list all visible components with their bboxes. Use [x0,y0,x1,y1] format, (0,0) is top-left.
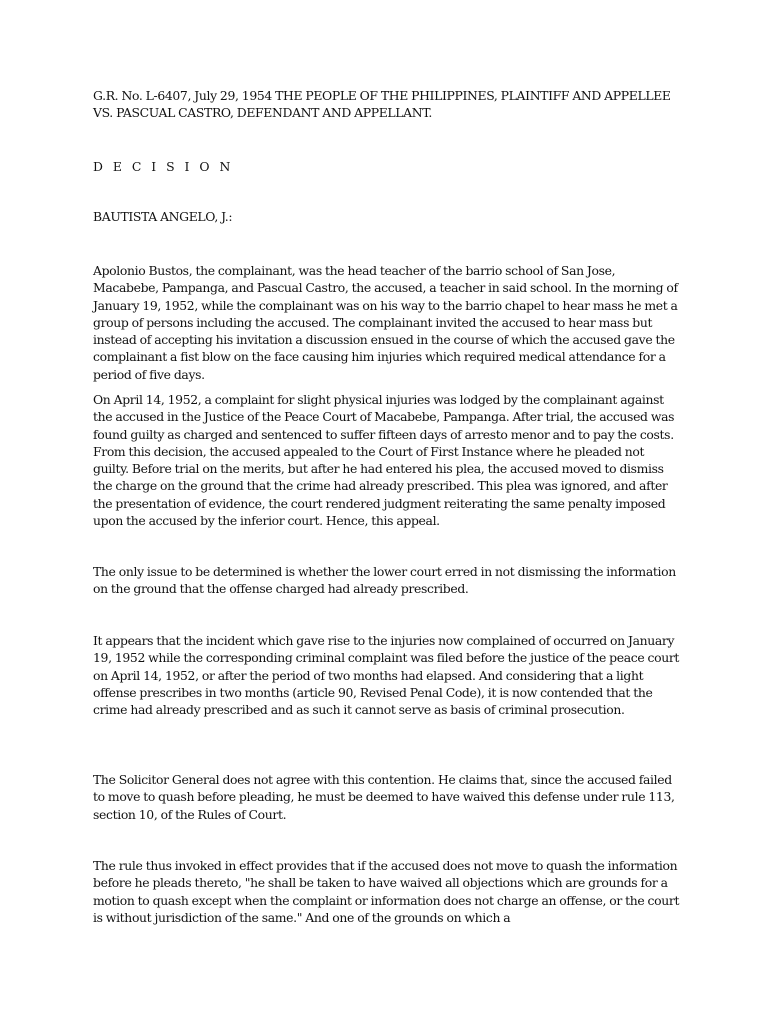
paragraph-3: The only issue to be determined is whether the lower court erred in not dismissing the information on the ground that the offense charged had already prescribed. [93,564,676,597]
paragraph-4: It appears that the incident which gave rise to the injuries now complained of occurred on January 19, 1952 while the corresponding criminal complaint was filed before the justice of the peace court on April 14, 1952, or after the period of two months had elapsed. And considering that a light offense prescribes in two months (article 90, Revised Penal Code), it is now contended that the crime had already prescribed and as such it cannot serve as basis of criminal prosecution. [93,633,680,718]
paragraph-5: The Solicitor General does not agree with this contention. He claims that, since the accused failed to move to quash before pleading, he must be deemed to have waived this defense under rule 113, section 10, of the Rules of Court. [93,772,675,822]
case-caption: G.R. No. L-6407, July 29, 1954 THE PEOPLE OF THE PHILIPPINES, PLAINTIFF AND APPELLEE VS. PASCUAL CASTRO, DEFENDANT AND APPELLANT. [93,88,671,121]
paragraph-6: The rule thus invoked in effect provides that if the accused does not move to quash the information before he pleads thereto, "he shall be taken to have waived all objections which are grounds for a motion to quash except when the complaint or information does not charge an offense, or the court is without jurisdiction of the same." And one of the grounds on which a [93,858,680,925]
paragraph-1: Apolonio Bustos, the complainant, was the head teacher of the barrio school of San Jose, Macabebe, Pampanga, and Pascual Castro, the accused, a teacher in said school. In the morning of January 19, 1952, while the complainant was on his way to the barrio chapel to hear mass he met a group of persons including the accused. The complainant invited the accused to hear mass but instead of accepting his invitation a discussion ensued in the course of which the accused gave the complainant a fist blow on the face causing him injuries which required medical attendance for a period of five days. [93,263,678,382]
paragraph-2: On April 14, 1952, a complaint for slight physical injuries was lodged by the complainant against the accused in the Justice of the Peace Court of Macabebe, Pampanga. After trial, the accused was found guilty as charged and sentenced to suffer fifteen days of arresto menor and to pay the costs. From this decision, the accused appealed to the Court of First Instance where he pleaded not guilty. Before trial on the merits, but after he had entered his plea, the accused moved to dismiss the charge on the ground that the crime had already prescribed. This plea was ignored, and after the presentation of evidence, the court rendered judgment reiterating the same penalty imposed upon the accused by the inferior court. Hence, this appeal. [93,392,675,529]
ponente-line: BAUTISTA ANGELO, J.: [93,209,233,224]
decision-heading: D E C I S I O N [93,159,234,174]
